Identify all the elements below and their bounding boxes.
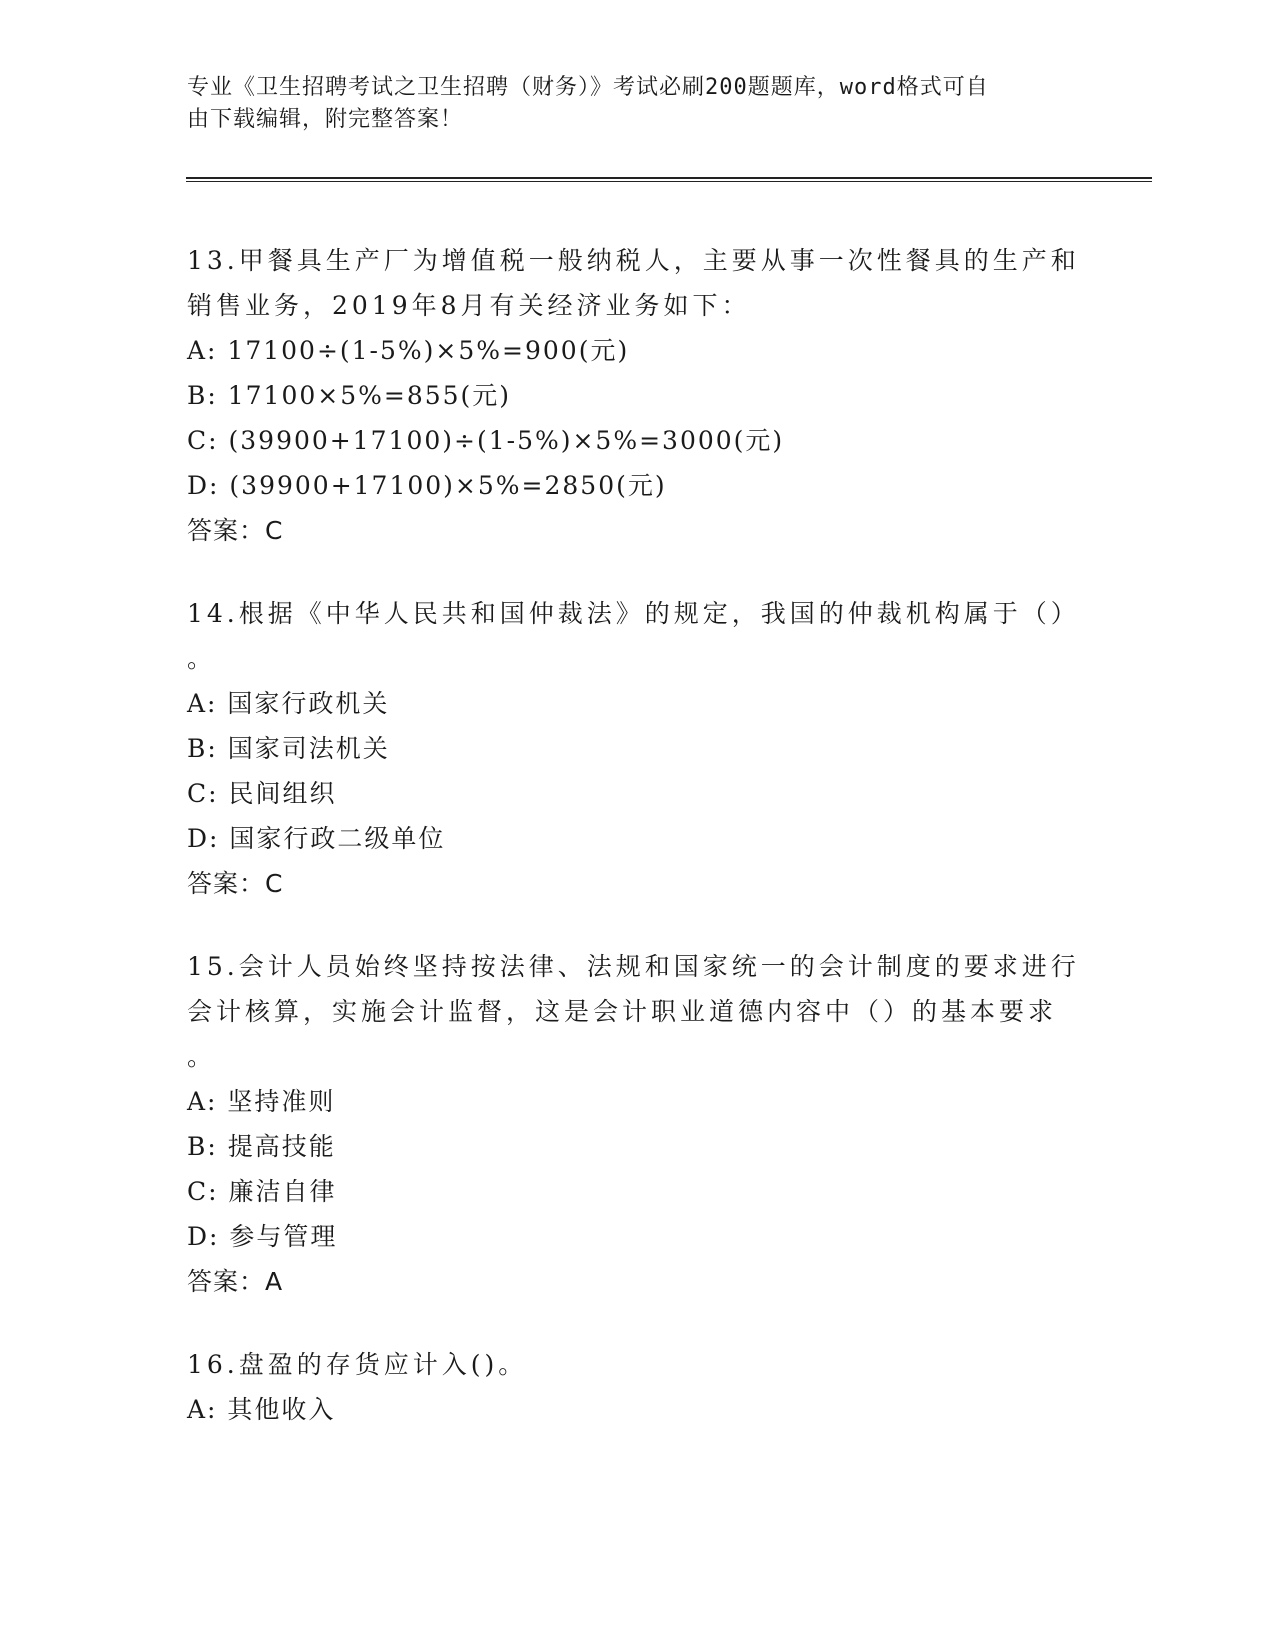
document-header <box>187 72 1067 136</box>
option-b: B: 17100×5%=855(元) <box>187 381 512 410</box>
option-list <box>187 681 1087 861</box>
option-d: D: 参与管理 <box>187 1222 338 1251</box>
answer-line: 答案：C <box>187 516 284 545</box>
option-a: A: 国家行政机关 <box>187 689 390 718</box>
option-c: C: (39900+17100)÷(1-5%)×5%=3000(元) <box>187 426 785 455</box>
option-a: A: 其他收入 <box>187 1395 336 1424</box>
question-16 <box>187 1342 1087 1432</box>
question-14 <box>187 591 1087 906</box>
question-stem: 16.盘盈的存货应计入()。 <box>187 1350 528 1379</box>
header-line-1: 专业《卫生招聘考试之卫生招聘（财务）》考试必刷200题题库，word格式可自 <box>187 75 989 100</box>
header-line-2: 由下载编辑，附完整答案！ <box>187 107 464 132</box>
question-stem: 15.会计人员始终坚持按法律、法规和国家统一的会计制度的要求进行 会计核算，实施会计监督，这是会计职业道德内容中（）的基本要求 。 <box>187 952 1080 1071</box>
question-15 <box>187 944 1087 1304</box>
option-list <box>187 1387 1087 1432</box>
question-stem: 14.根据《中华人民共和国仲裁法》的规定，我国的仲裁机构属于（） 。 <box>187 599 1080 673</box>
option-list <box>187 1079 1087 1259</box>
option-c: C: 民间组织 <box>187 779 337 808</box>
option-d: D: 国家行政二级单位 <box>187 824 446 853</box>
question-stem: 13.甲餐具生产厂为增值税一般纳税人，主要从事一次性餐具的生产和 销售业务，2019年8月有关经济业务如下： <box>187 246 1080 320</box>
option-d: D: (39900+17100)×5%=2850(元) <box>187 471 667 500</box>
header-divider-thin <box>186 181 1152 182</box>
option-b: B: 提高技能 <box>187 1132 336 1161</box>
option-list <box>187 328 1087 508</box>
header-divider-thick <box>186 177 1152 179</box>
question-13 <box>187 238 1087 553</box>
option-c: C: 廉洁自律 <box>187 1177 337 1206</box>
option-b: B: 国家司法机关 <box>187 734 390 763</box>
answer-line: 答案：A <box>187 1267 284 1296</box>
option-a: A: 坚持准则 <box>187 1087 336 1116</box>
question-list <box>187 238 1087 1470</box>
option-a: A: 17100÷(1-5%)×5%=900(元) <box>187 336 630 365</box>
answer-line: 答案：C <box>187 869 284 898</box>
